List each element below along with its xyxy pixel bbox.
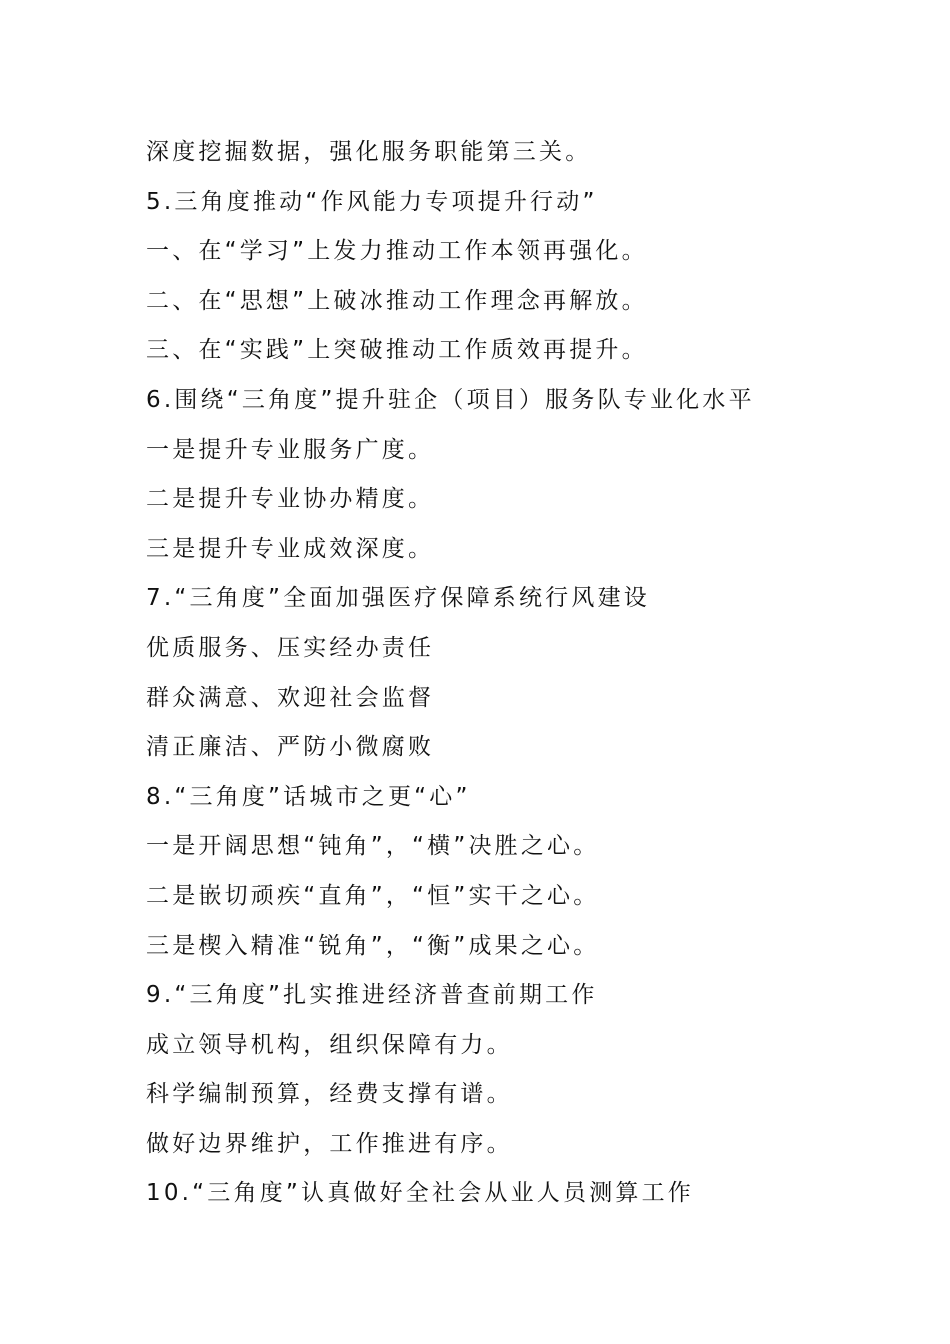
section-heading: 9.“三角度”扎实推进经济普查前期工作: [146, 982, 598, 1009]
text-line: 一是提升专业服务广度。: [146, 436, 435, 463]
section-heading: 7.“三角度”全面加强医疗保障系统行风建设: [146, 585, 650, 612]
section-heading: 10.“三角度”认真做好全社会从业人员测算工作: [146, 1180, 695, 1207]
text-line: 优质服务、压实经办责任: [146, 634, 435, 661]
text-line: 三是提升专业成效深度。: [146, 535, 435, 562]
text-line: 做好边界维护，工作推进有序。: [146, 1130, 513, 1157]
text-line: 成立领导机构，组织保障有力。: [146, 1031, 513, 1058]
section-heading: 8.“三角度”话城市之更“心”: [146, 783, 471, 810]
text-line: 清正廉洁、严防小微腐败: [146, 734, 435, 761]
document-body: [146, 128, 926, 1219]
section-heading: 5.三角度推动“作风能力专项提升行动”: [146, 188, 598, 215]
text-line: 三是楔入精准“锐角”，“衡”成果之心。: [146, 932, 600, 959]
section-heading: 6.围绕“三角度”提升驻企（项目）服务队专业化水平: [146, 386, 755, 413]
text-line: 深度挖掘数据，强化服务职能第三关。: [146, 139, 592, 165]
text-line: 二是嵌切顽疾“直角”，“恒”实干之心。: [146, 882, 600, 909]
text-line: 科学编制预算，经费支撑有谱。: [146, 1081, 513, 1108]
text-line: 一是开阔思想“钝角”，“横”决胜之心。: [146, 833, 600, 860]
text-line: 一、在“学习”上发力推动工作本领再强化。: [146, 238, 648, 265]
text-line: 二是提升专业协办精度。: [146, 486, 435, 513]
text-line: 三、在“实践”上突破推动工作质效再提升。: [146, 337, 648, 364]
text-line: 二、在“思想”上破冰推动工作理念再解放。: [146, 287, 648, 314]
text-line: 群众满意、欢迎社会监督: [146, 684, 435, 711]
